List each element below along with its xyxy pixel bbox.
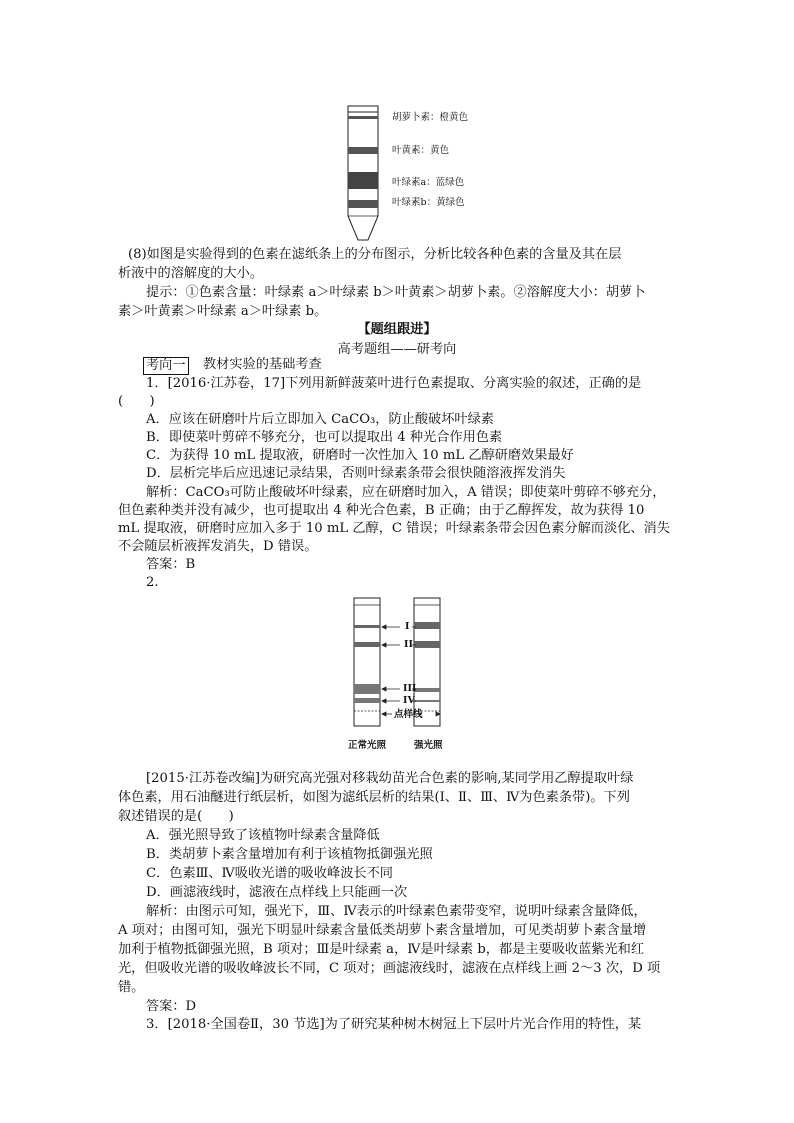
- q2-option-b: B．类胡萝卜素含量增加有利于该植物抵御强光照: [146, 847, 433, 862]
- q1-analysis-3: mL 提取液，研磨时应加入多于 10 mL 乙醇，C 错误；叶绿素条带会因色素分解而淡化、消失: [118, 521, 670, 536]
- label-xanthophyll: 叶黄素：黄色: [392, 145, 450, 156]
- q1-analysis-2: 但色素种类并没有减少，也可提取出 4 种光合色素，B 正确；由于乙醇挥发，故为获得 10: [118, 503, 645, 518]
- origin-line-label: 点样线: [394, 709, 423, 720]
- band-label-2: II: [404, 639, 413, 650]
- q1-option-a: A．应该在研磨叶片后立即加入 CaCO₃，防止酸破坏叶绿素: [146, 412, 494, 427]
- right-band-2: [414, 641, 440, 648]
- band-chlorophyll-b: [348, 200, 378, 208]
- q1-option-b: B．即使菜叶剪碎不够充分，也可以提取出 4 种光合作用色素: [146, 430, 503, 445]
- q2-analysis-3: 加利于植物抵御强光照，B 项对；Ⅲ是叶绿素 a，Ⅳ是叶绿素 b，都是主要吸收蓝紫光和红: [118, 942, 645, 957]
- q2-analysis-5: 错。: [118, 980, 145, 995]
- section-subtitle: 高考题组——研考向: [337, 342, 457, 357]
- right-band-1: [414, 622, 440, 629]
- q2-stem-3: 叙述错误的是( ): [118, 809, 234, 824]
- left-band-4: [354, 698, 380, 703]
- q1-analysis-4: 不会随层析液挥发消失，D 错误。: [118, 539, 318, 554]
- band-label-3: III: [403, 683, 417, 694]
- band-chlorophyll-a: [348, 172, 378, 189]
- label-chlorophyll-a: 叶绿素a：蓝绿色: [392, 177, 465, 188]
- q8-hint-1: 提示：①色素含量：叶绿素 a＞叶绿素 b＞叶黄素＞胡萝卜素。②溶解度大小：胡萝卜: [146, 285, 646, 300]
- band-xanthophyll: [348, 147, 378, 154]
- band-label-4: IV: [403, 695, 415, 706]
- left-band-3: [354, 684, 380, 694]
- section-title: 【题组跟进】: [357, 322, 437, 337]
- band-label-1: I: [405, 621, 410, 632]
- q2-stem-1: [2015·江苏卷改编]为研究高光强对移栽幼苗光合色素的影响,某同学用乙醇提取叶绿: [146, 771, 634, 786]
- q8-line-1: (8)如图是实验得到的色素在滤纸条上的分布图示，分析比较各种色素的含量及其在层: [128, 247, 622, 262]
- section-tag-title: 教材实验的基础考查: [203, 357, 322, 372]
- label-chlorophyll-b: 叶绿素b：黄绿色: [392, 197, 465, 208]
- left-band-2: [354, 642, 380, 647]
- q8-line-2: 析液中的溶解度的大小。: [118, 266, 264, 281]
- caption-normal-light: 正常光照: [348, 740, 387, 751]
- q2-analysis-1: 解析：由图示可知，强光下，Ⅲ、Ⅳ表示的叶绿素色素带变窄，说明叶绿素含量降低，: [146, 904, 647, 919]
- q2-number: 2.: [146, 575, 159, 590]
- q3-stem: 3．[2018·全国卷Ⅱ，30 节选]为了研究某种树木树冠上下层叶片光合作用的特性，某: [146, 1017, 642, 1032]
- band-carotene: [348, 116, 378, 119]
- label-carotene: 胡萝卜素：橙黄色: [392, 112, 469, 123]
- q8-hint-2: 素＞叶黄素＞叶绿素 a＞叶绿素 b。: [118, 304, 328, 319]
- q1-answer: 答案：B: [146, 557, 196, 572]
- left-band-1: [354, 625, 380, 628]
- q1-option-c: C．为获得 10 mL 提取液，研磨时一次性加入 10 mL 乙醇研磨效果最好: [146, 448, 574, 463]
- section-tag: 考向一: [143, 357, 189, 375]
- q2-option-a: A．强光照导致了该植物叶绿素含量降低: [146, 828, 380, 843]
- q2-option-d: D．画滤液线时，滤液在点样线上只能画一次: [146, 885, 408, 900]
- q2-answer: 答案：D: [146, 999, 197, 1014]
- pigment-strip-figure: [340, 104, 390, 244]
- q1-stem-2: ( ): [118, 394, 155, 409]
- caption-strong-light: 强光照: [414, 740, 443, 751]
- chromatography-figure: [340, 592, 470, 752]
- q2-analysis-2: A 项对；由图可知，强光下明显叶绿素含量低类胡萝卜素含量增加，可见类胡萝卜素含量增: [118, 923, 647, 938]
- q2-stem-2: 体色素，用石油醚进行纸层析，如图为滤纸层析的结果(Ⅰ、Ⅱ、Ⅲ、Ⅳ为色素条带)。下列: [118, 790, 630, 805]
- q2-option-c: C．色素Ⅲ、Ⅳ吸收光谱的吸收峰波长不同: [146, 866, 393, 881]
- right-band-4: [414, 700, 440, 702]
- q1-stem-1: 1．[2016·江苏卷，17]下列用新鲜菠菜叶进行色素提取、分离实验的叙述，正确的是: [146, 376, 642, 391]
- q1-option-d: D．层析完毕后应迅速记录结果，否则叶绿素条带会很快随溶液挥发消失: [146, 466, 566, 481]
- q1-analysis-1: 解析：CaCO₃可防止酸破坏叶绿素，应在研磨时加入，A 错误；即使菜叶剪碎不够充分，: [146, 485, 666, 500]
- q2-analysis-4: 光，但吸收光谱的吸收峰波长不同，C 项对；画滤液线时，滤液在点样线上画 2～3 次，D 项: [118, 961, 661, 976]
- right-band-3: [414, 688, 440, 692]
